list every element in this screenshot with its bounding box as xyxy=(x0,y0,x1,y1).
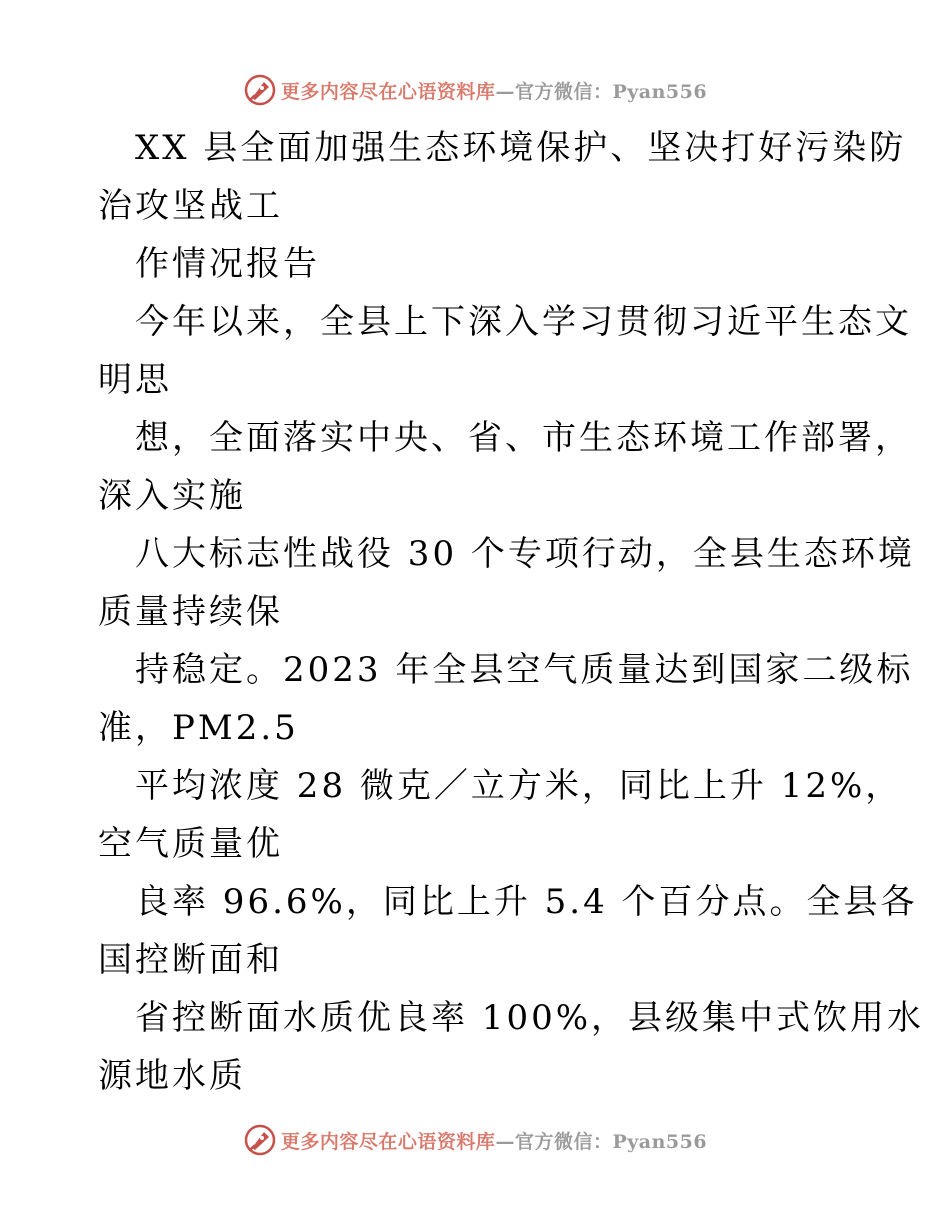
paragraph-line: 空气质量优 xyxy=(98,824,283,864)
title-line: 治攻坚战工 xyxy=(98,186,283,226)
paragraph-line: 平均浓度 28 微克／立方米，同比上升 12%， xyxy=(135,766,903,806)
paragraph-line: 准，PM2.5 xyxy=(98,708,299,748)
banner-wechat: —官方微信：Pyan556 xyxy=(495,80,708,103)
paragraph-line: 持稳定。2023 年全县空气质量达到国家二级标 xyxy=(135,650,914,690)
paragraph-line: 想，全面落实中央、省、市生态环境工作部署， xyxy=(135,418,912,458)
banner-wechat: —官方微信：Pyan556 xyxy=(495,1130,708,1153)
paragraph-line: 八大标志性战役 30 个专项行动，全县生态环境 xyxy=(135,534,915,574)
paragraph-line: 深入实施 xyxy=(98,476,246,516)
banner-lead: 更多内容尽在心语资料库 xyxy=(280,1130,496,1153)
title-line: 作情况报告 xyxy=(135,244,320,284)
pen-nib-logo-icon xyxy=(243,1123,277,1157)
paragraph-line: 明思 xyxy=(98,360,172,400)
title-line: XX 县全面加强生态环境保护、坚决打好污染防 xyxy=(135,128,907,168)
footer-banner xyxy=(0,1120,950,1160)
paragraph-line: 省控断面水质优良率 100%，县级集中式饮用水 xyxy=(135,998,925,1038)
paragraph-line: 良率 96.6%，同比上升 5.4 个百分点。全县各 xyxy=(135,882,918,922)
paragraph-line: 国控断面和 xyxy=(98,940,283,980)
paragraph-line: 质量持续保 xyxy=(98,592,283,632)
banner-text xyxy=(281,1127,707,1154)
paragraph-line: 今年以来，全县上下深入学习贯彻习近平生态文 xyxy=(135,302,912,342)
paragraph-line: 源地水质 xyxy=(98,1056,246,1096)
banner-lead: 更多内容尽在心语资料库 xyxy=(280,80,496,103)
